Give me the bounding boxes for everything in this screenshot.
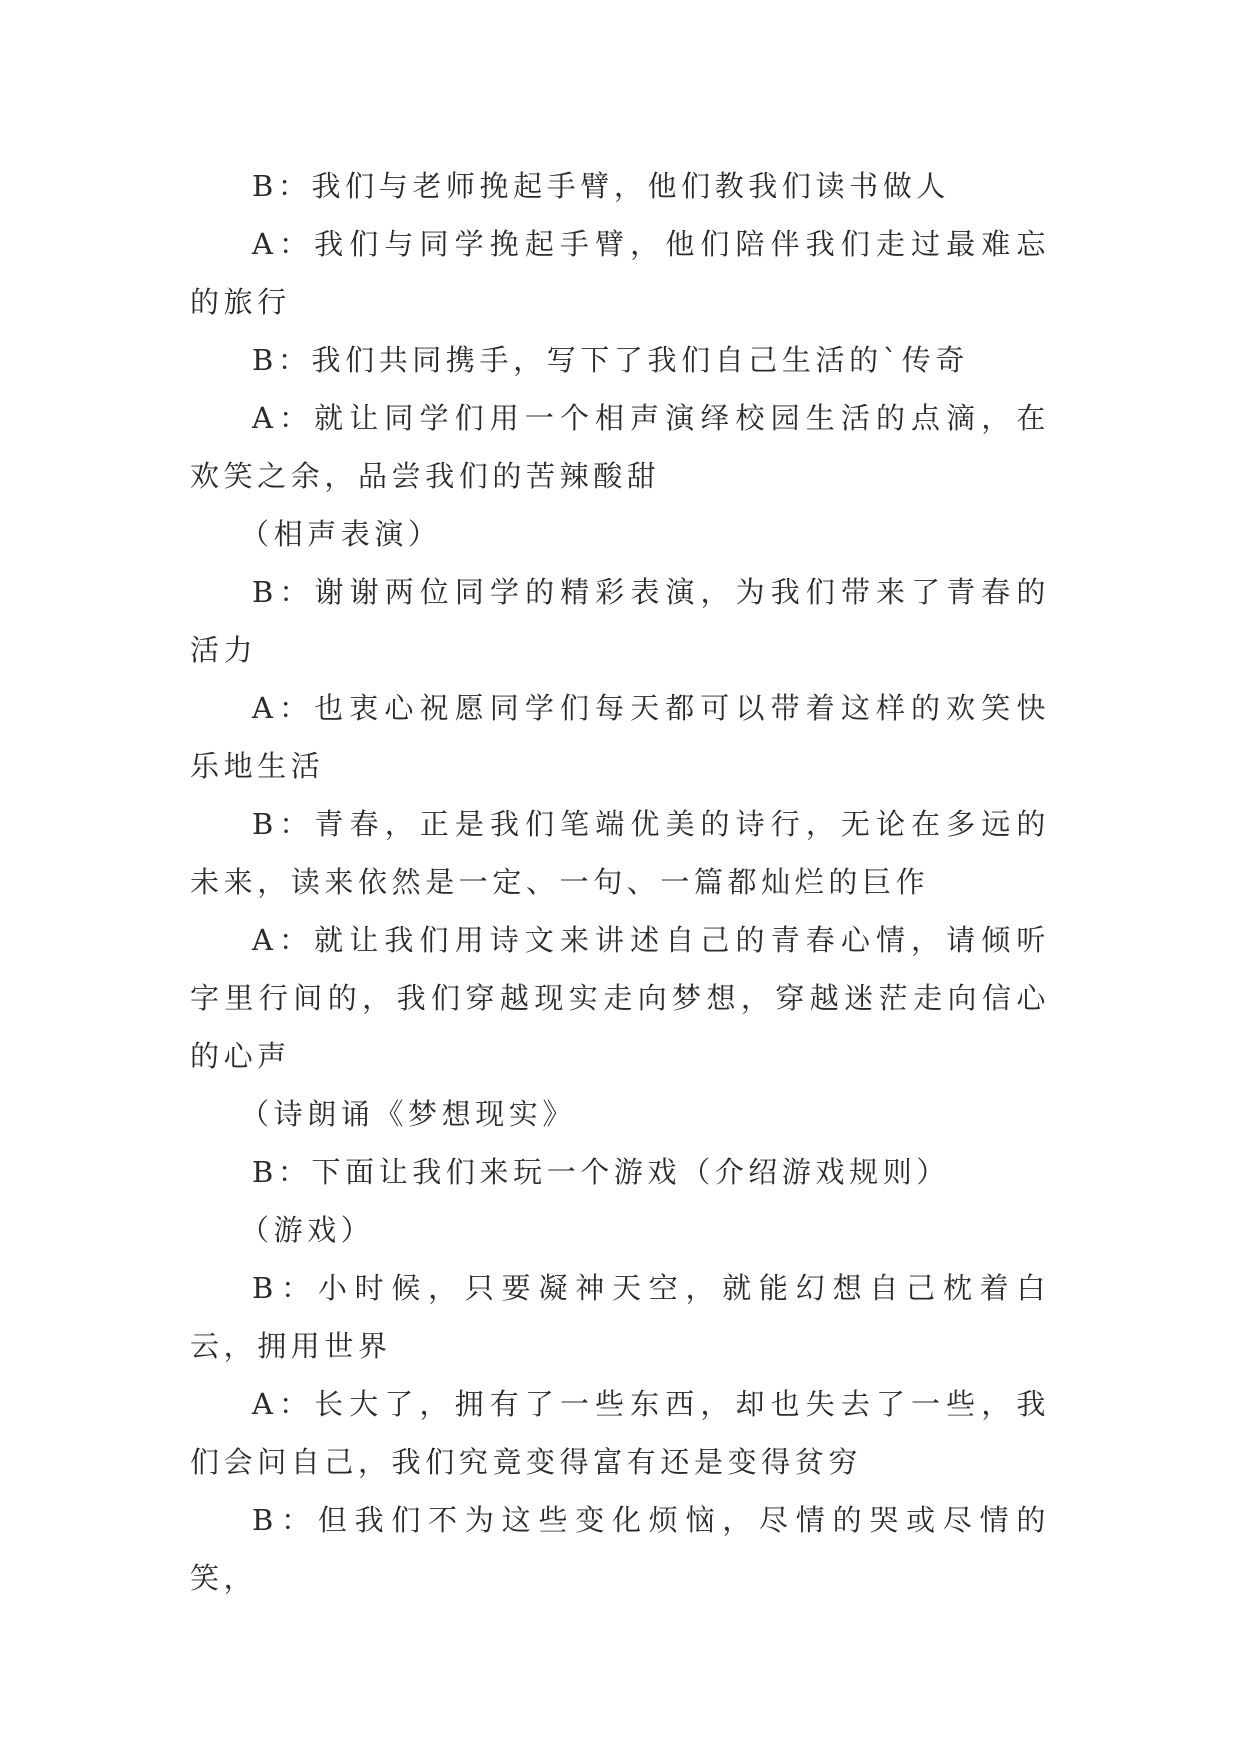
dialogue-paragraph: B：谢谢两位同学的精彩表演，为我们带来了青春的活力 (190, 575, 1050, 667)
dialogue-paragraph: A：长大了，拥有了一些东西，却也失去了一些，我们会问自己，我们究竟变得富有还是变得贫穷 (190, 1387, 1050, 1479)
dialogue-paragraph: B：我们与老师挽起手臂，他们教我们读书做人 (252, 169, 950, 203)
stage-direction: （诗朗诵《梦想现实》 (240, 1097, 577, 1131)
dialogue-paragraph: A：就让我们用诗文来讲述自己的青春心情，请倾听字里行间的，我们穿越现实走向梦想，穿越迷茫走向信心的心声 (190, 923, 1050, 1073)
stage-direction: （游戏） (240, 1213, 375, 1247)
document-page (190, 157, 1050, 1607)
dialogue-paragraph: B：下面让我们来玩一个游戏（介绍游戏规则） (252, 1155, 950, 1189)
dialogue-paragraph: B：但我们不为这些变化烦恼，尽情的哭或尽情的笑， (190, 1503, 1050, 1595)
dialogue-paragraph: B：青春，正是我们笔端优美的诗行，无论在多远的未来，读来依然是一定、一句、一篇都灿烂的巨作 (190, 807, 1050, 899)
dialogue-paragraph: B：我们共同携手，写下了我们自己生活的`传奇 (252, 343, 970, 377)
stage-direction: （相声表演） (240, 517, 442, 551)
dialogue-paragraph: A：我们与同学挽起手臂，他们陪伴我们走过最难忘的旅行 (190, 227, 1050, 319)
dialogue-paragraph: B：小时候，只要凝神天空，就能幻想自己枕着白云，拥用世界 (190, 1271, 1050, 1363)
dialogue-paragraph: A：就让同学们用一个相声演绎校园生活的点滴，在欢笑之余，品尝我们的苦辣酸甜 (190, 401, 1050, 493)
dialogue-paragraph: A：也衷心祝愿同学们每天都可以带着这样的欢笑快乐地生活 (190, 691, 1050, 783)
